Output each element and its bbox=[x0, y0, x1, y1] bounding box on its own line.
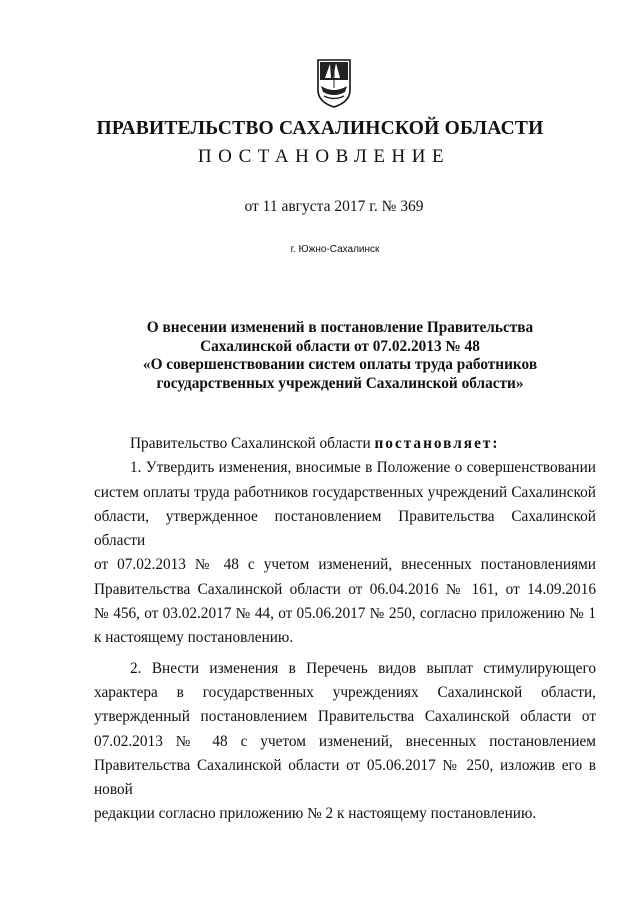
item-2-line: характера в государственных учреждениях Сахалинской области, bbox=[94, 683, 596, 701]
item-1 bbox=[94, 456, 596, 650]
subject-line: государственных учреждений Сахалинской области» bbox=[156, 374, 524, 392]
item-1-line: систем оплаты труда работников государственных учреждений Сахалинской bbox=[94, 483, 596, 501]
item-2-line: редакции согласно приложению № 2 к настоящему постановлению. bbox=[94, 805, 537, 823]
intro-text: Правительство Сахалинской области bbox=[130, 435, 371, 452]
item-2-line: утвержденный постановлением Правительства Сахалинской области от bbox=[94, 708, 596, 726]
document-body bbox=[94, 432, 596, 827]
organization-title: ПРАВИТЕЛЬСТВО САХАЛИНСКОЙ ОБЛАСТИ bbox=[96, 118, 544, 139]
item-1-line: 1. Утвердить изменения, вносимые в Положение о совершенствовании bbox=[130, 459, 596, 477]
item-2 bbox=[94, 657, 596, 827]
document-type: ПОСТАНОВЛЕНИЕ bbox=[197, 146, 451, 167]
document-subject bbox=[100, 319, 580, 393]
issue-city: г. Южно-Сахалинск bbox=[290, 244, 380, 255]
item-1-line: к настоящему постановлению. bbox=[94, 629, 294, 647]
item-2-line: 07.02.2013 № 48 с учетом изменений, внесенных постановлением bbox=[94, 732, 596, 750]
item-2-line: Правительства Сахалинской области от 05.06.2017 № 250, изложив его в новой bbox=[94, 756, 596, 799]
resolution-intro bbox=[94, 432, 596, 456]
item-1-line: от 07.02.2013 № 48 с учетом изменений, внесенных постановлениями bbox=[94, 556, 596, 574]
item-2-line: 2. Внести изменения в Перечень видов выплат стимулирующего bbox=[130, 659, 596, 677]
document-date-number: от 11 августа 2017 г. № 369 bbox=[244, 198, 424, 215]
coat-of-arms-icon bbox=[316, 58, 352, 108]
subject-line: О внесении изменений в постановление Правительства bbox=[146, 319, 534, 336]
subject-line: Сахалинской области от 07.02.2013 № 48 bbox=[200, 337, 480, 355]
item-1-line: № 456, от 03.02.2017 № 44, от 05.06.2017 № 250, согласно приложению № 1 bbox=[94, 605, 596, 623]
item-1-line: области, утвержденное постановлением Правительства Сахалинской области bbox=[94, 507, 596, 550]
subject-line: «О совершенствовании систем оплаты труда работников bbox=[142, 356, 538, 373]
intro-keyword: постановляет: bbox=[374, 435, 500, 452]
item-1-line: Правительства Сахалинской области от 06.04.2016 № 161, от 14.09.2016 bbox=[94, 580, 596, 598]
